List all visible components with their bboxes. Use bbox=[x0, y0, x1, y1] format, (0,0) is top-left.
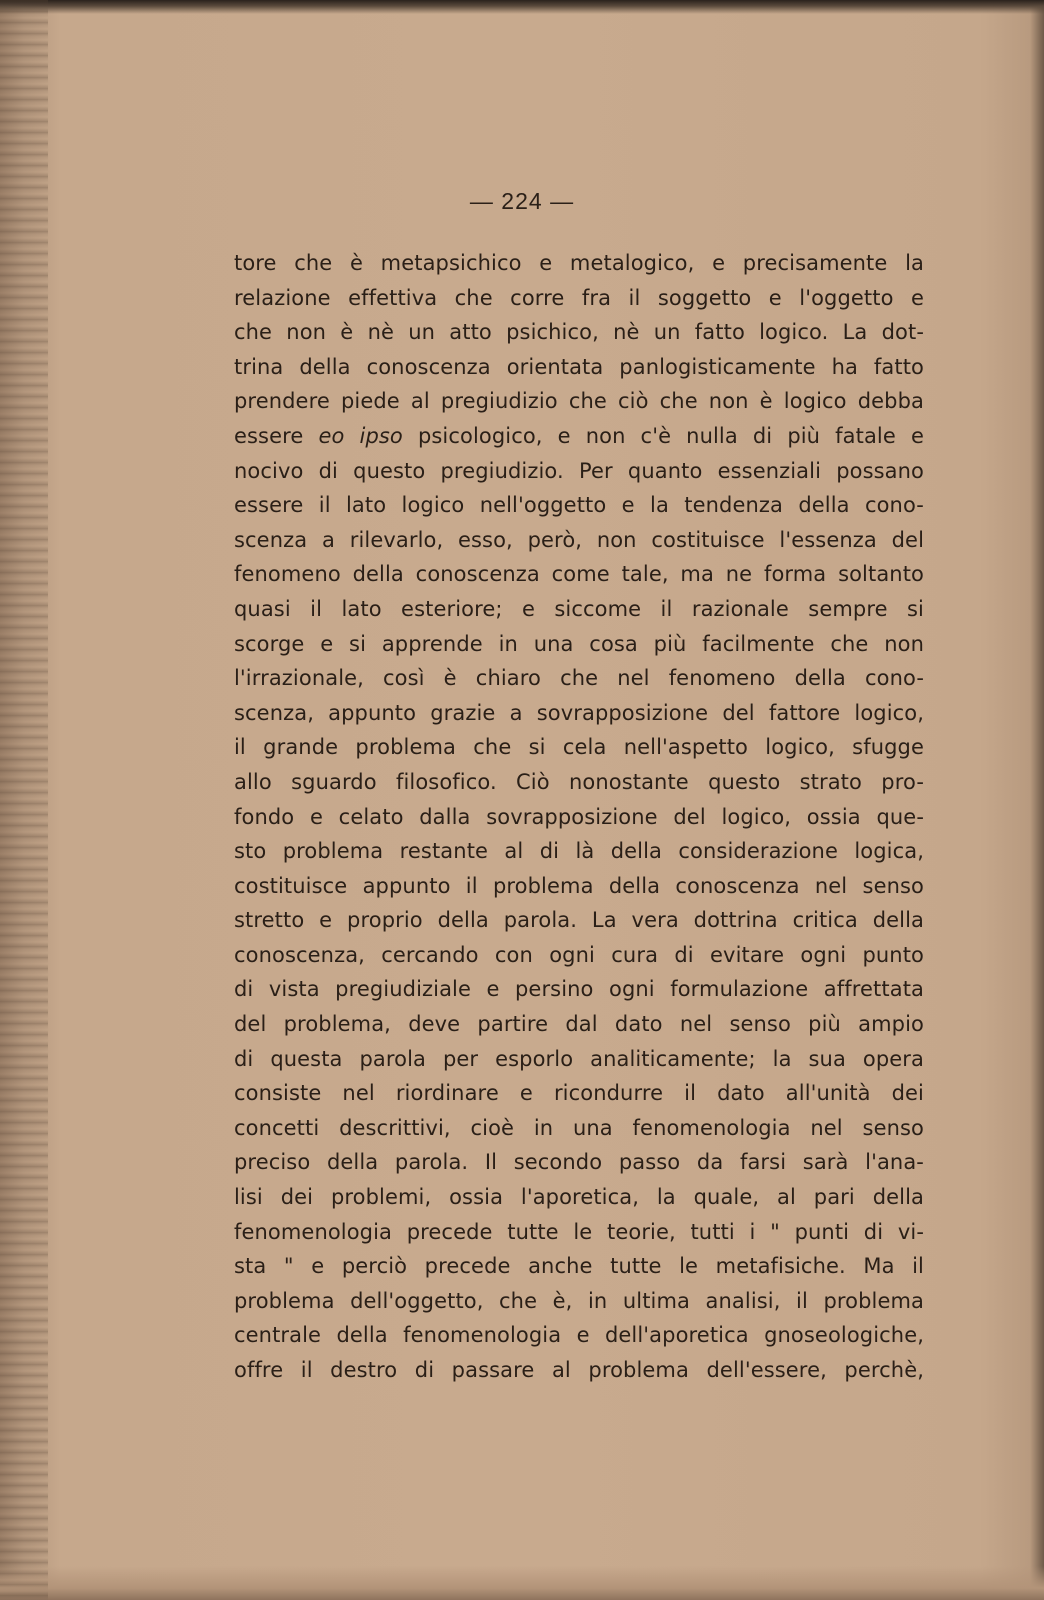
text-line: del problema, deve partire dal dato nel senso più ampio bbox=[234, 1012, 924, 1037]
text-line: allo sguardo filosofico. Ciò nonostante questo strato pro- bbox=[234, 769, 924, 794]
text-line: sto problema restante al di là della considerazione logica, bbox=[234, 839, 924, 864]
text-line: trina della conoscenza orientata panlogisticamente ha fatto bbox=[234, 354, 924, 379]
text-line: relazione effettiva che corre fra il soggetto e l'oggetto e bbox=[234, 285, 924, 310]
text-line: sta " e perciò precede anche tutte le metafisiche. Ma il bbox=[234, 1254, 924, 1279]
text-line: conoscenza, cercando con ogni cura di evitare ogni punto bbox=[234, 942, 924, 967]
text-line: scenza, appunto grazie a sovrapposizione del fattore logico, bbox=[234, 700, 924, 725]
text-line: che non è nè un atto psichico, nè un fatto logico. La dot- bbox=[234, 320, 924, 345]
text-line: fenomenologia precede tutte le teorie, tutti i " punti di vi- bbox=[234, 1219, 924, 1244]
text-line: preciso della parola. Il secondo passo da farsi sarà l'ana- bbox=[234, 1150, 924, 1175]
body-text bbox=[234, 246, 924, 1388]
text-line: problema dell'oggetto, che è, in ultima analisi, il problema bbox=[234, 1288, 924, 1313]
text-line: l'irrazionale, così è chiaro che nel fenomeno della cono- bbox=[234, 666, 924, 691]
page-number: — 224 — bbox=[469, 188, 575, 214]
italic-phrase: eo ipso bbox=[318, 423, 403, 448]
text-line: offre il destro di passare al problema dell'essere, perchè, bbox=[234, 1358, 924, 1382]
text-line: prendere piede al pregiudizio che ciò che non è logico debba bbox=[234, 389, 924, 414]
text-line: costituisce appunto il problema della conoscenza nel senso bbox=[234, 873, 924, 898]
text-line: concetti descrittivi, cioè in una fenomenologia nel senso bbox=[234, 1115, 924, 1140]
text-line: scorge e si apprende in una cosa più facilmente che non bbox=[234, 631, 924, 656]
text-line: scenza a rilevarlo, esso, però, non costituisce l'essenza del bbox=[234, 527, 924, 552]
text-line: stretto e proprio della parola. La vera dottrina critica della bbox=[234, 908, 924, 933]
text-line: quasi il lato esteriore; e siccome il razionale sempre si bbox=[234, 596, 924, 621]
text-line: consiste nel riordinare e ricondurre il dato all'unità dei bbox=[234, 1081, 924, 1106]
text-line: lisi dei problemi, ossia l'aporetica, la quale, al pari della bbox=[234, 1185, 924, 1210]
text-line: essere il lato logico nell'oggetto e la tendenza della cono- bbox=[234, 493, 924, 518]
text-line: centrale della fenomenologia e dell'aporetica gnoseologiche, bbox=[234, 1323, 924, 1348]
text-line: tore che è metapsichico e metalogico, e precisamente la bbox=[234, 251, 924, 275]
text-line: nocivo di questo pregiudizio. Per quanto essenziali possano bbox=[234, 458, 924, 483]
text-line: di vista pregiudiziale e persino ogni formulazione affrettata bbox=[234, 977, 924, 1002]
text-line: il grande problema che si cela nell'aspetto logico, sfugge bbox=[234, 735, 924, 760]
text-line: essere eo ipso psicologico, e non c'è nulla di più fatale e bbox=[234, 423, 924, 448]
text-line: di questa parola per esporlo analiticamente; la sua opera bbox=[234, 1046, 924, 1071]
text-line: fondo e celato dalla sovrapposizione del logico, ossia que- bbox=[234, 804, 924, 829]
page-bottom-edge bbox=[0, 1566, 1044, 1600]
text-line: fenomeno della conoscenza come tale, ma ne forma soltanto bbox=[234, 562, 924, 587]
